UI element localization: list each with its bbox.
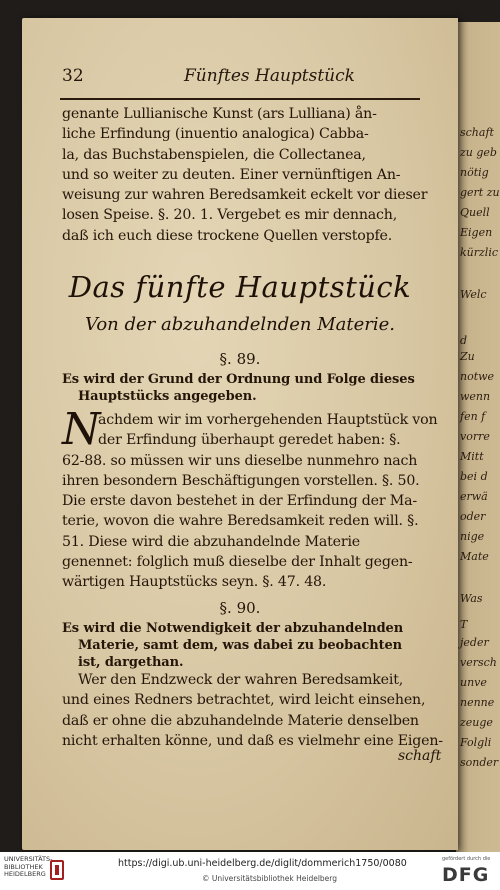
next-page-fragment: zeuge [460, 716, 493, 729]
section-89-summary [62, 371, 424, 405]
text-line: der Erfindung überhaupt geredet haben: §. [98, 432, 401, 449]
library-logo-text [4, 856, 53, 879]
next-page-fragment: Welc [460, 288, 487, 301]
text-line: liche Erfindung (inuentio analogica) Cabba- [62, 126, 369, 143]
text-line: daß er ohne die abzuhandelnde Materie denselben [62, 712, 419, 729]
chapter-subtitle: Von der abzuhandelnden Materie. [84, 314, 396, 335]
next-page-fragment: oder [460, 510, 486, 523]
next-page-fragment: Eigen [460, 226, 493, 239]
catchword: schaft [398, 748, 442, 764]
text-line: Wer den Endzweck der wahren Beredsamkeit, [78, 672, 404, 688]
next-page-fragment: Zu [460, 350, 475, 363]
text-line: daß ich euch diese trockene Quellen verstopfe. [62, 227, 393, 244]
text-line: achdem wir im vorhergehenden Hauptstück von [98, 412, 438, 428]
library-logo-icon [50, 860, 64, 880]
text-line: Die erste davon bestehet in der Erfindung der Ma- [62, 493, 417, 510]
body-text-top [62, 104, 428, 246]
next-page-fragment: gert zu [460, 186, 500, 199]
dfg-logo: DFG [442, 864, 490, 886]
section-90-summary [62, 620, 424, 671]
next-page-fragment: T [460, 618, 468, 631]
next-page-fragment: Mate [460, 550, 489, 563]
next-page-fragment: bei d [460, 470, 488, 483]
next-page-fragment: d [460, 334, 468, 347]
next-page-fragment: wenn [460, 390, 491, 403]
page-number: 32 [62, 66, 84, 86]
text-line: weisung zur wahren Beredsamkeit eckelt vor dieser [62, 187, 428, 204]
next-page-fragment: Quell [460, 206, 490, 219]
text-line: wärtigen Hauptstücks seyn. §. 47. 48. [62, 574, 327, 591]
text-line: la, das Buchstabenspielen, die Collectanea, [62, 146, 366, 163]
next-page-fragment: jeder [460, 636, 489, 649]
text-line: Materie, samt dem, was dabei zu beobachten [78, 638, 402, 653]
viewer-footer [0, 852, 500, 890]
next-page-fragment: nige [460, 530, 485, 543]
section-89-number: §. 89. [219, 350, 261, 368]
next-page-fragment: erwä [460, 490, 488, 503]
next-page-fragment: sonder [460, 756, 499, 769]
text-line: genante Lullianische Kunst (ars Lulliana) ån- [62, 106, 377, 122]
next-page-fragment: kürzlic [460, 246, 499, 259]
section-90-number: §. 90. [219, 599, 261, 617]
permalink-url[interactable]: https://digi.ub.uni-heidelberg.de/diglit/dommerich1750/0080 [118, 858, 407, 869]
next-page-fragment: Mitt [460, 450, 484, 463]
chapter-title: Das fünfte Hauptstück [68, 270, 412, 304]
header-rule [60, 98, 420, 100]
page-header [62, 66, 422, 90]
next-page-fragment: unve [460, 676, 487, 689]
next-page-fragment: notwe [460, 370, 495, 383]
text-line: Es wird die Notwendigkeit der abzuhandelnden [62, 621, 404, 636]
running-title: Fünftes Hauptstück [184, 66, 355, 86]
next-page-fragment: Was [460, 592, 483, 605]
next-page-fragment: schaft [460, 126, 494, 139]
next-page-fragment: nenne [460, 696, 495, 709]
next-page-fragment: Folgli [460, 736, 492, 749]
copyright-notice: © Universitätsbibliothek Heidelberg [202, 874, 338, 883]
text-line: ihren besondern Beschäftigungen vorstellen. §. 50. [62, 472, 420, 489]
text-line: ist, dargethan. [78, 655, 184, 670]
text-line: nicht erhalten könne, und daß es vielmehr eine Eigen- [62, 732, 443, 749]
library-name: UNIVERSITÄTS- BIBLIOTHEK HEIDELBERG [4, 855, 53, 878]
next-page-edge [456, 22, 500, 852]
text-line: genennet: folglich muß dieselbe der Inhalt gegen- [62, 554, 413, 571]
sponsor-note: gefördert durch die [442, 856, 491, 862]
text-line: und eines Redners betrachtet, wird leicht einsehen, [62, 692, 426, 709]
text-line: Es wird der Grund der Ordnung und Folge dieses [62, 372, 415, 387]
text-line: und so weiter zu deuten. Einer vernünftigen An- [62, 166, 401, 183]
next-page-fragment: versch [460, 656, 497, 669]
next-page-fragment: fen f [460, 410, 486, 423]
text-line: Hauptstücks angegeben. [78, 389, 257, 404]
next-page-fragment: vorre [460, 430, 490, 443]
text-line: 51. Diese wird die abzuhandelnde Materie [62, 533, 360, 550]
text-line: 62-88. so müssen wir uns dieselbe nunmehro nach [62, 452, 418, 469]
drop-cap: N [62, 404, 101, 455]
text-line: losen Speise. §. 20. 1. Vergebet es mir dennach, [62, 207, 398, 224]
text-line: terie, wovon die wahre Beredsamkeit reden will. §. [62, 513, 419, 530]
section-89-text [62, 404, 438, 593]
section-90-text [62, 670, 443, 751]
next-page-fragment: zu geb [460, 146, 497, 159]
next-page-fragment: nötig [460, 166, 489, 179]
